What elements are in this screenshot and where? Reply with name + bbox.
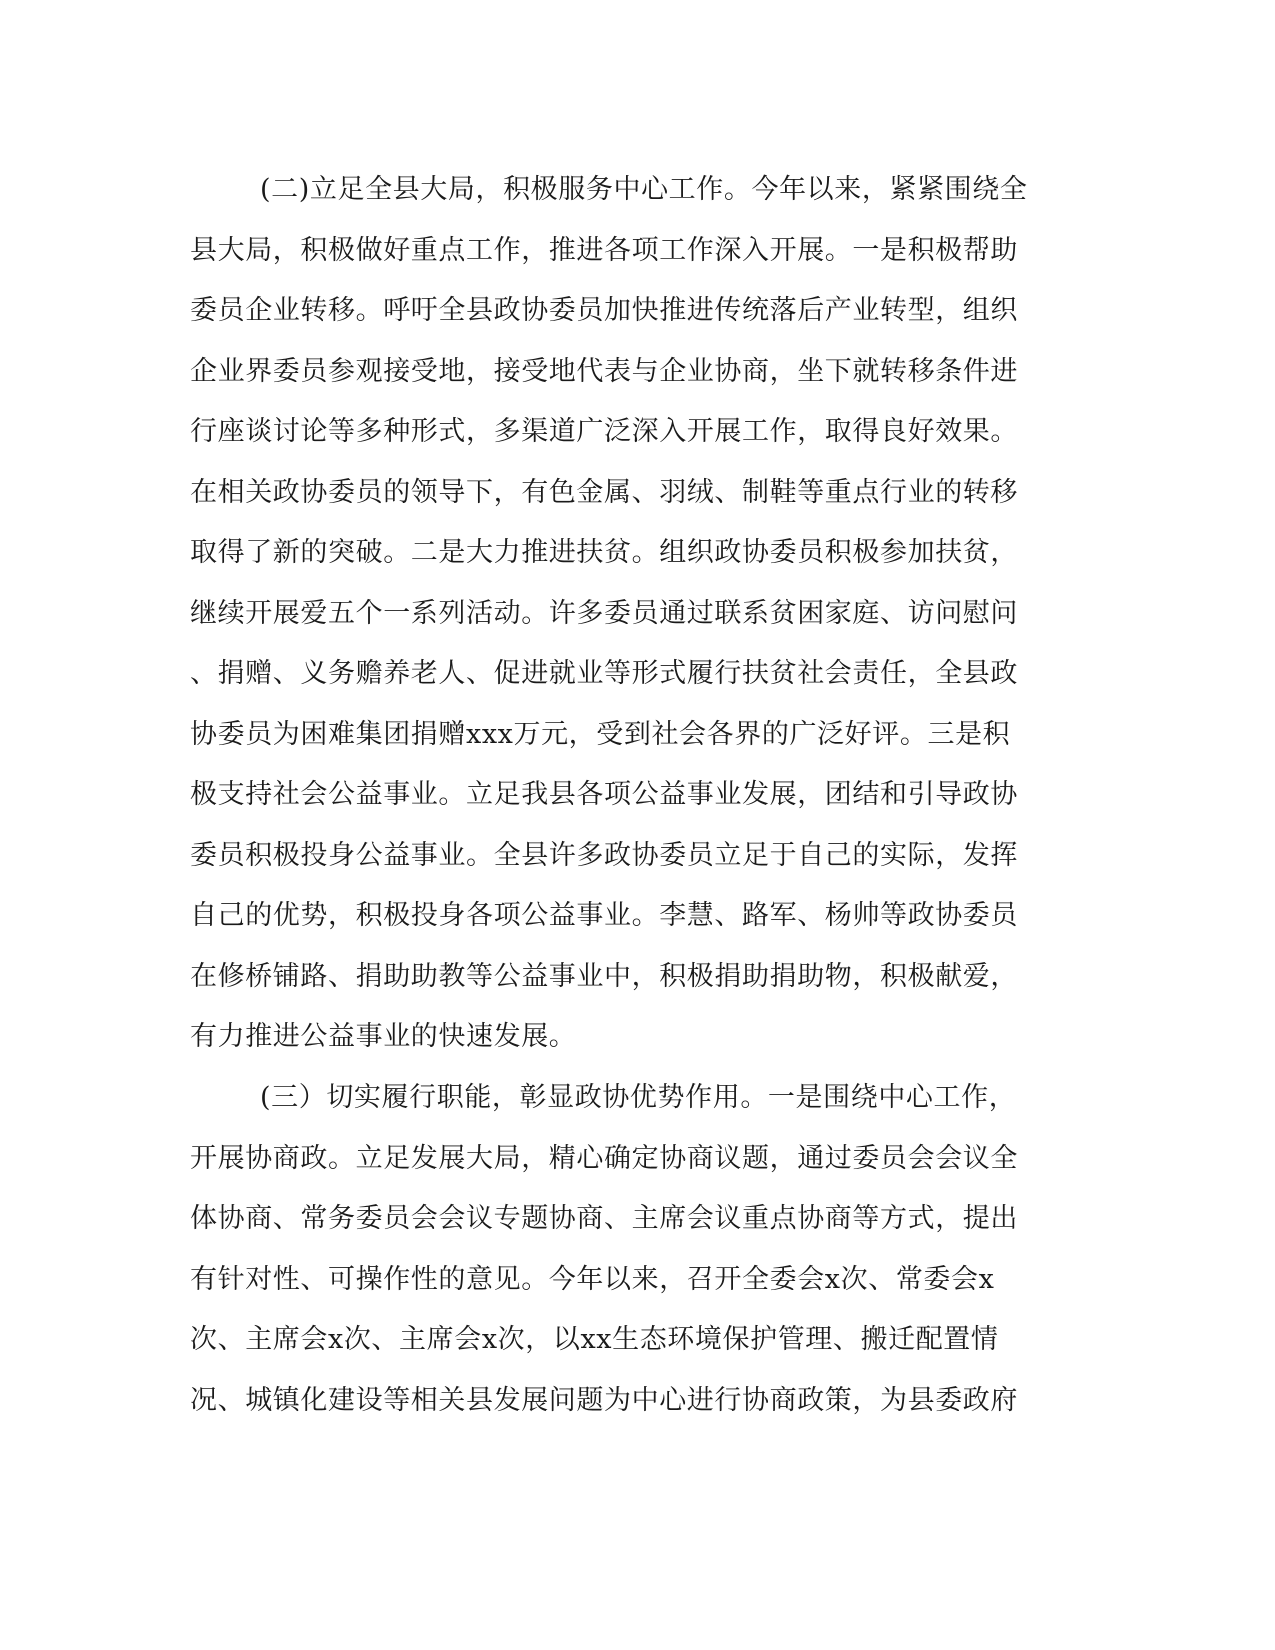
paragraph-line: 行座谈讨论等多种形式，多渠道广泛深入开展工作，取得良好效果。 xyxy=(190,416,1018,447)
paragraph-line: 企业界委员参观接受地，接受地代表与企业协商，坐下就转移条件进 xyxy=(190,355,1018,387)
paragraph-line: 继续开展爱五个一系列活动。许多委员通过联系贫困家庭、访问慰问 xyxy=(190,597,1018,629)
paragraph-line: (三）切实履行职能，彰显政协优势作用。一是围绕中心工作， xyxy=(260,1082,1017,1113)
paragraph-line: 极支持社会公益事业。立足我县各项公益事业发展，团结和引导政协 xyxy=(190,779,1018,810)
paragraph-section-2 xyxy=(190,160,1070,1068)
paragraph-line: 有力推进公益事业的快速发展。 xyxy=(190,1021,577,1052)
paragraph-section-3 xyxy=(190,1068,1070,1431)
paragraph-line: 在修桥铺路、捐助助教等公益事业中，积极捐助捐助物，积极献爱， xyxy=(190,960,1018,992)
paragraph-line: 次、主席会x次、主席会x次，以xx生态环境保护管理、搬迁配置情 xyxy=(190,1324,999,1355)
paragraph-line: 、捐赠、义务赡养老人、促进就业等形式履行扶贫社会责任，全县政 xyxy=(190,658,1018,689)
paragraph-line: 体协商、常务委员会会议专题协商、主席会议重点协商等方式，提出 xyxy=(190,1203,1018,1234)
paragraph-line: 委员积极投身公益事业。全县许多政协委员立足于自己的实际，发挥 xyxy=(190,839,1018,871)
paragraph-line: 况、城镇化建设等相关县发展问题为中心进行协商政策，为县委政府 xyxy=(190,1384,1018,1416)
paragraph-line: 县大局，积极做好重点工作，推进各项工作深入开展。一是积极帮助 xyxy=(190,234,1018,266)
paragraph-line: 自己的优势，积极投身各项公益事业。李慧、路军、杨帅等政协委员 xyxy=(190,900,1018,931)
paragraph-line: 取得了新的突破。二是大力推进扶贫。组织政协委员积极参加扶贫， xyxy=(190,537,1018,568)
paragraph-line: 有针对性、可操作性的意见。今年以来，召开全委会x次、常委会x xyxy=(190,1263,995,1295)
paragraph-line: 开展协商政。立足发展大局，精心确定协商议题，通过委员会会议全 xyxy=(190,1142,1018,1174)
paragraph-line: 委员企业转移。呼吁全县政协委员加快推进传统落后产业转型，组织 xyxy=(190,295,1018,326)
paragraph-line: 协委员为困难集团捐赠xxx万元，受到社会各界的广泛好评。三是积 xyxy=(190,718,1011,750)
paragraph-line: (二)立足全县大局，积极服务中心工作。今年以来，紧紧围绕全 xyxy=(260,174,1028,205)
paragraph-line: 在相关政协委员的领导下，有色金属、羽绒、制鞋等重点行业的转移 xyxy=(190,476,1018,508)
